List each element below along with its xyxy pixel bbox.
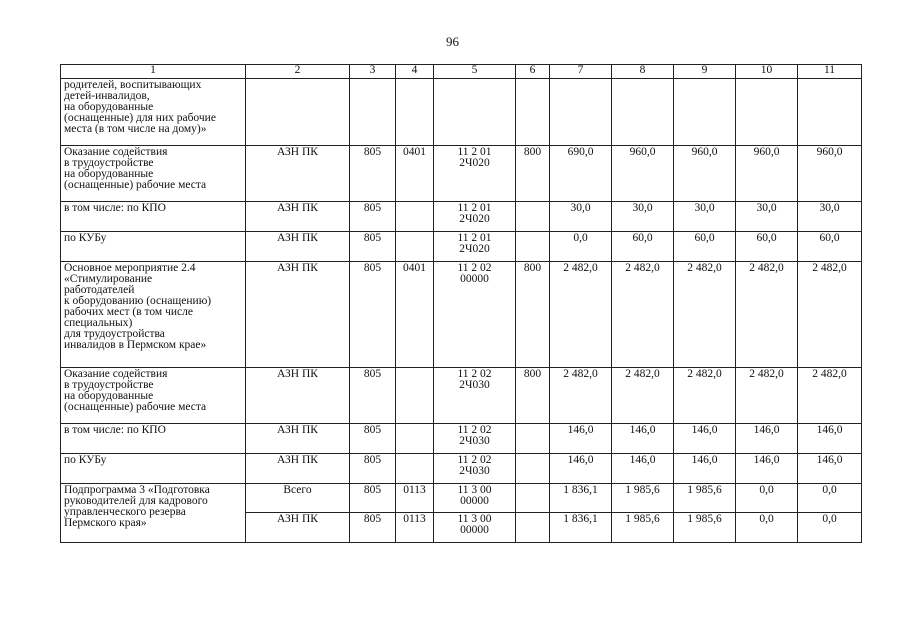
table-cell: 60,0 <box>736 232 798 262</box>
table-cell: 146,0 <box>736 454 798 484</box>
table-cell: Оказание содействия в трудоустройстве на оборудованные (оснащенные) рабочие места <box>61 368 246 424</box>
column-header: 4 <box>396 65 434 79</box>
table-cell: 805 <box>350 202 396 232</box>
table-cell: 1 985,6 <box>674 513 736 543</box>
table-cell: 960,0 <box>612 146 674 202</box>
table-cell: по КУБу <box>61 232 246 262</box>
table-cell: 146,0 <box>736 424 798 454</box>
table-cell <box>396 454 434 484</box>
table-cell: 800 <box>516 146 550 202</box>
table-cell: АЗН ПК <box>246 262 350 368</box>
table-cell <box>516 202 550 232</box>
table-cell: 2 482,0 <box>736 368 798 424</box>
table-row <box>61 454 862 484</box>
table-cell: 960,0 <box>798 146 862 202</box>
table-cell: Оказание содействия в трудоустройстве на оборудованные (оснащенные) рабочие места <box>61 146 246 202</box>
column-header: 10 <box>736 65 798 79</box>
table-cell: 1 985,6 <box>612 513 674 543</box>
column-header: 7 <box>550 65 612 79</box>
table-cell: 11 2 01 2Ч020 <box>434 232 516 262</box>
column-header: 6 <box>516 65 550 79</box>
table-cell: 805 <box>350 484 396 513</box>
table-cell: 800 <box>516 262 550 368</box>
table-cell: 805 <box>350 262 396 368</box>
column-header: 9 <box>674 65 736 79</box>
table-cell: 11 3 00 00000 <box>434 484 516 513</box>
table-cell <box>350 79 396 146</box>
table-cell: 11 2 02 00000 <box>434 262 516 368</box>
column-header: 5 <box>434 65 516 79</box>
table-row <box>61 232 862 262</box>
table-cell: 1 985,6 <box>612 484 674 513</box>
table-cell <box>550 79 612 146</box>
table-row <box>61 202 862 232</box>
table-cell: 60,0 <box>798 232 862 262</box>
table-cell: АЗН ПК <box>246 232 350 262</box>
table-cell: 2 482,0 <box>674 368 736 424</box>
table-cell <box>516 454 550 484</box>
table-cell: 146,0 <box>674 454 736 484</box>
table-cell: 690,0 <box>550 146 612 202</box>
table-cell: АЗН ПК <box>246 513 350 543</box>
table-row <box>61 79 862 146</box>
table-cell: 0113 <box>396 484 434 513</box>
table-cell: Всего <box>246 484 350 513</box>
table-cell <box>674 79 736 146</box>
table-cell: 0113 <box>396 513 434 543</box>
table-cell <box>516 513 550 543</box>
table-cell: 0,0 <box>736 513 798 543</box>
column-header: 2 <box>246 65 350 79</box>
table-row <box>61 368 862 424</box>
table-cell: 960,0 <box>674 146 736 202</box>
subprogram-title: Подпрограмма 3 «Подготовка руководителей для кадрового управленческого резерва Пермского края» <box>61 484 246 543</box>
table-cell: АЗН ПК <box>246 202 350 232</box>
column-header: 11 <box>798 65 862 79</box>
table-cell <box>516 484 550 513</box>
table-cell: родителей, воспитывающих детей-инвалидов, на оборудованные (оснащенные) для них рабочие места (в том числе на дому)» <box>61 79 246 146</box>
table-cell: 60,0 <box>612 232 674 262</box>
table-cell: 146,0 <box>550 424 612 454</box>
table-cell: 30,0 <box>736 202 798 232</box>
table-cell: в том числе: по КПО <box>61 424 246 454</box>
budget-table <box>60 64 862 543</box>
subprogram-row <box>61 484 862 513</box>
table-cell: 30,0 <box>550 202 612 232</box>
page-number: 96 <box>446 34 459 49</box>
table-cell <box>798 79 862 146</box>
table-cell: АЗН ПК <box>246 454 350 484</box>
table-cell: АЗН ПК <box>246 146 350 202</box>
table-cell: Основное мероприятие 2.4 «Стимулирование работодателей к оборудованию (оснащению) рабочих мест (в том числе специальных) для трудоустройства инвалидов в Пермском крае» <box>61 262 246 368</box>
table-cell: 0,0 <box>550 232 612 262</box>
table-cell: 11 2 02 2Ч030 <box>434 424 516 454</box>
table-cell: 2 482,0 <box>612 262 674 368</box>
table-cell: АЗН ПК <box>246 368 350 424</box>
table-cell: АЗН ПК <box>246 424 350 454</box>
table-cell: 11 2 01 2Ч020 <box>434 146 516 202</box>
table-cell: 146,0 <box>798 454 862 484</box>
table-cell: 30,0 <box>612 202 674 232</box>
table-cell <box>434 79 516 146</box>
table-cell <box>516 424 550 454</box>
table-cell: 2 482,0 <box>736 262 798 368</box>
table-cell: 805 <box>350 424 396 454</box>
table-cell <box>516 79 550 146</box>
table-cell: 30,0 <box>798 202 862 232</box>
table-cell: 805 <box>350 232 396 262</box>
table-cell: 1 836,1 <box>550 513 612 543</box>
table-cell <box>516 232 550 262</box>
table-row <box>61 424 862 454</box>
table-cell: 0,0 <box>798 513 862 543</box>
table-cell <box>396 202 434 232</box>
table-cell <box>246 79 350 146</box>
table-cell: 805 <box>350 146 396 202</box>
column-header: 1 <box>61 65 246 79</box>
table-cell: 2 482,0 <box>798 368 862 424</box>
table-cell: 0,0 <box>798 484 862 513</box>
table-cell: 0401 <box>396 146 434 202</box>
table-cell: 0401 <box>396 262 434 368</box>
table-cell <box>396 79 434 146</box>
table-cell: 805 <box>350 513 396 543</box>
table-cell: 2 482,0 <box>550 262 612 368</box>
table-cell: 11 3 00 00000 <box>434 513 516 543</box>
table-cell: 146,0 <box>612 424 674 454</box>
table-cell: 146,0 <box>612 454 674 484</box>
table-row <box>61 262 862 368</box>
column-header: 3 <box>350 65 396 79</box>
table-cell: 805 <box>350 454 396 484</box>
table-cell: 30,0 <box>674 202 736 232</box>
table-cell: 805 <box>350 368 396 424</box>
table-cell: 800 <box>516 368 550 424</box>
table-cell <box>736 79 798 146</box>
table-cell: 11 2 01 2Ч020 <box>434 202 516 232</box>
table-cell: 1 836,1 <box>550 484 612 513</box>
table-cell: 1 985,6 <box>674 484 736 513</box>
table-cell: по КУБу <box>61 454 246 484</box>
column-header: 8 <box>612 65 674 79</box>
table-cell <box>396 368 434 424</box>
table-cell: 2 482,0 <box>674 262 736 368</box>
table-cell: 146,0 <box>674 424 736 454</box>
table-cell: 146,0 <box>550 454 612 484</box>
table-cell: 60,0 <box>674 232 736 262</box>
table-cell: 2 482,0 <box>550 368 612 424</box>
table-cell: 0,0 <box>736 484 798 513</box>
table-row <box>61 146 862 202</box>
table-cell: 11 2 02 2Ч030 <box>434 454 516 484</box>
table-cell: 11 2 02 2Ч030 <box>434 368 516 424</box>
column-header-row <box>61 65 862 79</box>
table-cell: 2 482,0 <box>798 262 862 368</box>
table-cell <box>396 232 434 262</box>
table-cell <box>396 424 434 454</box>
table-cell: 960,0 <box>736 146 798 202</box>
table-cell: 146,0 <box>798 424 862 454</box>
table-cell <box>612 79 674 146</box>
table-cell: 2 482,0 <box>612 368 674 424</box>
table-cell: в том числе: по КПО <box>61 202 246 232</box>
table-body <box>61 65 862 543</box>
